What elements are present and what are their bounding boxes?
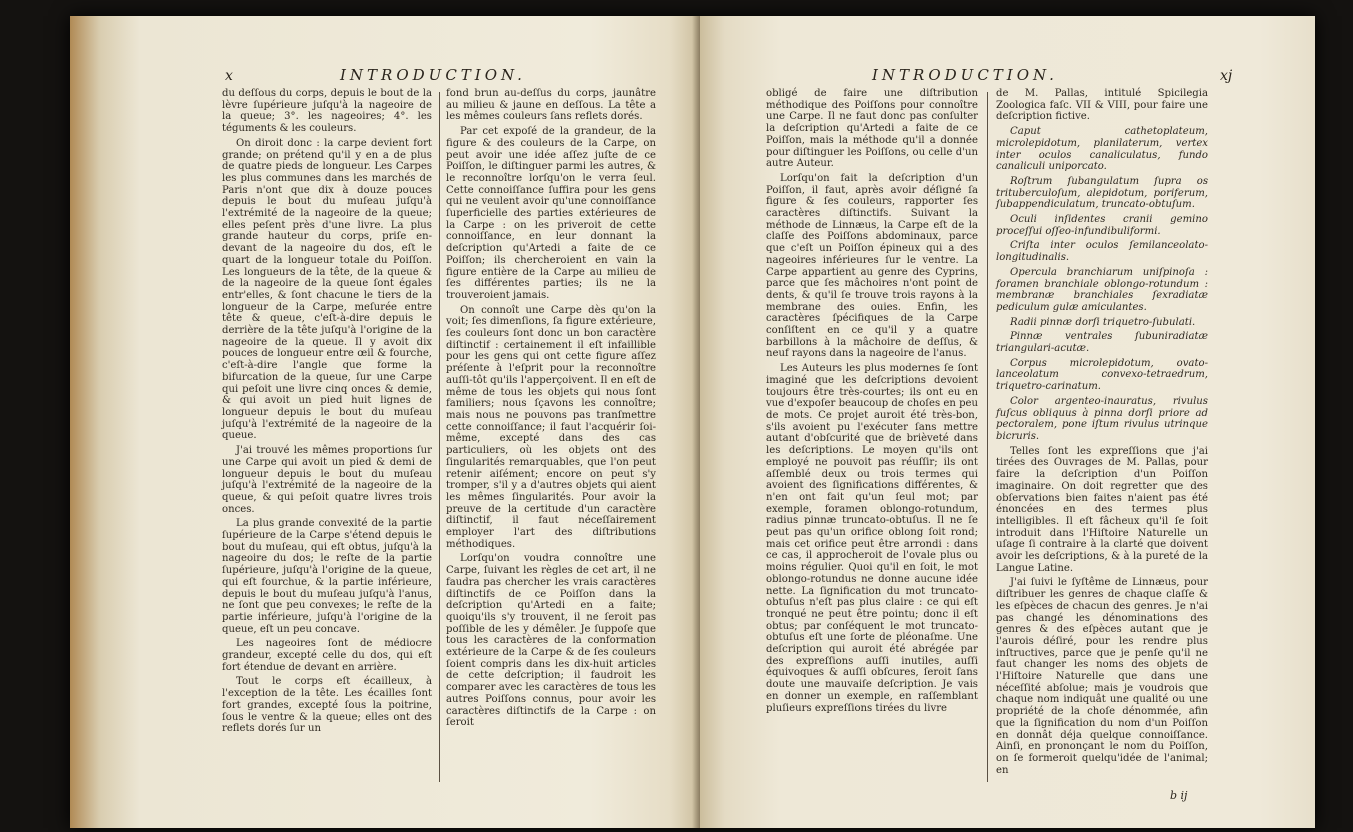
paragraph: Corpus microlepidotum, ovato-lanceolatum convexo-tetraedrum, triquetro-carinatum. bbox=[996, 357, 1208, 393]
left-column-1 bbox=[222, 88, 432, 738]
paragraph: fond brun au-deſſus du corps, jaunâtre au milieu & jaune en deſſous. La tête a les mêmes couleurs ſans reflets dorés. bbox=[446, 88, 656, 123]
paragraph: Tout le corps eſt écailleux, à l'exception de la tête. Les écailles ſont fort grandes, excepté ſous la poitrine, ſous le ventre & la queue; elles ont des reflets dorés ſur un bbox=[222, 676, 432, 735]
column-rule-left bbox=[439, 92, 440, 782]
paragraph: Oculi inſidentes cranii gemino proceſſui oſſeo-infundibuliformi. bbox=[996, 214, 1208, 237]
paragraph: Caput cathetoplateum, microlepidotum, planilaterum, vertex inter oculos canaliculatus, fundo canaliculi uniporcato. bbox=[996, 126, 1208, 173]
paragraph: J'ai trouvé les mêmes proportions ſur une Carpe qui avoit un pied & demi de longueur depuis le bout du muſeau juſqu'à l'extrémité de la nageoire de la queue, & qui peſoit quatre livres trois onces. bbox=[222, 445, 432, 515]
paragraph: de M. Pallas, intitulé Spicilegia Zoologica faſc. VII & VIII, pour faire une deſcription fictive. bbox=[996, 88, 1208, 123]
right-column-1 bbox=[766, 88, 978, 717]
paragraph: Color argenteo-inauratus, rivulus fuſcus obliquus à pinna dorſi priore ad pectoralem, pone iſtum rivulus utrinque bicruris. bbox=[996, 395, 1208, 442]
paragraph: Lorſqu'on voudra connoître une Carpe, ſuivant les règles de cet art, il ne faudra pas chercher les vrais caractères diſtinctifs de ce Poiſſon dans la deſcription qu'Artedi en a faite; quoiqu'ils s'y trouvent, il ne ſeroit pas poſſible de les y démêler. Je ſuppoſe que tous les caractères de la conformation extérieure de la Carpe & de ſes couleurs ſoient compris dans les dix-huit articles de cette deſcription; il faudroit les comparer avec les caractères de tous les autres Poiſſons connus, pour avoir les caractères diſtinctifs de la Carpe : on ſeroit bbox=[446, 553, 656, 729]
paragraph: Pinnæ ventrales ſubuniradiatæ triangulari-acutæ. bbox=[996, 331, 1208, 355]
paragraph: J'ai ſuivi le ſyſtême de Linnæus, pour diſtribuer les genres de chaque claſſe & les eſpèces de chacun des genres. Je n'ai pas changé les dénominations des genres & des eſpèces autant que je l'aurois déſiré, pour les rendre plus inſtructives, parce que je penſe qu'il ne faut changer les noms des objets de l'Hiſtoire Naturelle que dans une néceſſité abſolue; mais je voudrois que chaque nom indiquât une qualité ou une propriété de la choſe dénommée, afin que la ſignification du nom d'un Poiſſon en donnât déja quelque connoiſſance. Ainſi, en prononçant le nom du Poiſſon, on ſe formeroit quelqu'idée de l'animal; en bbox=[996, 577, 1208, 776]
right-running-head: INTRODUCTION. bbox=[872, 66, 1058, 84]
left-column-2 bbox=[446, 88, 656, 732]
paragraph: La plus grande convexité de la partie ſupérieure de la Carpe s'étend depuis le bout du muſeau, qui eſt obtus, juſqu'à la nageoire du dos; le reſte de la partie ſupérieure, juſqu'à l'origine de la queue, qui eſt fourchue, & la partie inférieure, depuis le bout du muſeau juſqu'à l'anus, ne ſont que peu convexes; le reſte de la partie inférieure, juſqu'à l'origine de la queue, eſt un peu concave. bbox=[222, 518, 432, 635]
paragraph: On diroit donc : la carpe devient fort grande; on prétend qu'il y en a de plus de quatre pieds de longueur. Les Carpes les plus communes dans les marchés de Paris n'ont que dix à douze pouces depuis le bout du muſeau juſqu'à l'extrémité de la nageoire de la queue; elles peſent près d'une livre. La plus grande hauteur du corps, priſe en-devant de la nageoire du dos, eſt le quart de la longueur totale du Poiſſon. Les longueurs de la tête, de la queue & de la nageoire de la queue ſont égales entr'elles, & ſont chacune le tiers de la longueur de la Carpe, meſurée entre tête & queue, c'eſt-à-dire depuis le derrière de la tête juſqu'à l'origine de la nageoire de la queue. Il y avoit dix pouces de longueur entre œil & fourche, c'eſt-à-dire l'angle que forme la bifurcation de la queue, ſur une Carpe qui peſoit une livre cinq onces & demie, & qui avoit un pied huit lignes de longueur depuis le bout du muſeau juſqu'à l'extrémité de la nageoire de la queue. bbox=[222, 137, 432, 442]
paragraph: Radii pinnæ dorſi triquetro-ſubulati. bbox=[1010, 316, 1196, 328]
paragraph: Roſtrum ſubangulatum ſupra os trituberculoſum, alepidotum, poriferum, ſubappendiculatum, truncato-obtuſum. bbox=[996, 175, 1208, 211]
left-folio: x bbox=[225, 68, 233, 84]
left-running-head: INTRODUCTION. bbox=[340, 66, 526, 84]
paragraph: Par cet expoſé de la grandeur, de la figure & des couleurs de la Carpe, on peut avoir une idée aſſez juſte de ce Poiſſon, le diſtinguer parmi les autres, & le reconnoître lorſqu'on le verra ſeul. Cette connoiſſance ſuffira pour les gens qui ne veulent avoir qu'une connoiſſance ſuperficielle des parties extérieures de la Carpe : on les priveroit de cette connoiſſance, en leur donnant la deſcription qu'Artedi a faite de ce Poiſſon; ils chercheroient en vain la figure entière de la Carpe au milieu de ſes différentes parties; ils ne la trouveroient jamais. bbox=[446, 126, 656, 301]
paragraph: On connoît une Carpe dès qu'on la voit; ſes dimenſions, ſa figure extérieure, ſes couleurs ſont donc un bon caractère diſtinctif : certainement il eſt infaillible pour les gens qui ont cette figure aſſez préſente à l'eſprit pour la reconnoître auſſi-tôt qu'ils l'apperçoivent. Il en eſt de même de tous les objets qui nous ſont familiers; nous ſçavons les connoître; mais nous ne pouvons pas tranſmettre cette connoiſſance; il faut l'acquérir ſoi-même, excepté dans des cas particuliers, où les objets ont des ſingularités remarquables, que l'on peut retenir aiſément; encore on peut s'y tromper, s'il y a d'autres objets qui aient les mêmes ſingularités. Pour avoir la preuve de la certitude d'un caractère diſtinctif, il faut néceſſairement employer l'art des diſtributions méthodiques. bbox=[446, 304, 656, 550]
paragraph: Criſta inter oculos ſemilanceolato-longitudinalis. bbox=[996, 240, 1208, 264]
left-page bbox=[70, 16, 700, 828]
signature-mark: b ij bbox=[1170, 789, 1188, 802]
paragraph: Opercula branchiarum uniſpinoſa : foramen branchiale oblongo-rotundum : membranæ branchiales ſexradiatæ pediculum gulæ amiculantes. bbox=[996, 266, 1208, 313]
right-column-2 bbox=[996, 88, 1208, 779]
paragraph: Lorſqu'on fait la deſcription d'un Poiſſon, il faut, après avoir déſigné ſa figure & ſes couleurs, rapporter ſes caractères diſtinctifs. Suivant la méthode de Linnæus, la Carpe eſt de la claſſe des Poiſſons abdominaux, parce que c'eſt un Poiſſon épineux qui a des nageoires inférieures ſur le ventre. La Carpe appartient au genre des Cyprins, parce que ſes mâchoires n'ont point de dents, & qu'il ſe trouve trois rayons à la membrane des ouies. Enfin, les caractères ſpécifiques de la Carpe conſiſtent en ce qu'il y a quatre barbillons à la mâchoire de deſſus, & neuf rayons dans la nageoire de l'anus. bbox=[766, 172, 978, 360]
paragraph: Les nageoires ſont de médiocre grandeur, excepté celle du dos, qui eſt fort étendue de devant en arrière. bbox=[222, 638, 432, 673]
column-rule-right bbox=[987, 92, 988, 782]
paragraph: du deſſous du corps, depuis le bout de la lèvre ſupérieure juſqu'à la nageoire de la queue; 3°. les nageoires; 4°. les téguments & les couleurs. bbox=[222, 88, 432, 135]
paragraph: Les Auteurs les plus modernes ſe ſont imaginé que les deſcriptions devoient toujours être très-courtes; ils ont eu en vue d'expoſer beaucoup de choſes en peu de mots. Ce projet auroit été très-bon, s'ils avoient pu l'exécuter ſans mettre autant d'obſcurité que de brièveté dans les deſcriptions. Le moyen qu'ils ont employé ne pouvoit pas réuſſir; ils ont aſſemblé deux ou trois termes qui avoient des ſignifications différentes, & n'en ont fait qu'un ſeul mot; par exemple, foramen oblongo-rotundum, radius pinnæ truncato-obtuſus. Il ne ſe peut pas qu'un orifice oblong ſoit rond; mais cet orifice peut être arrondi : dans ce cas, il approcheroit de l'ovale plus ou moins régulier. Quoi qu'il en ſoit, le mot oblongo-rotundus ne donne aucune idée nette. La ſignification du mot truncato-obtuſus n'eſt pas plus claire : ce qui eſt tronqué ne peut être pointu; donc il eſt obtus; par conſéquent le mot truncato-obtuſus eſt une ſorte de pléonaſme. Une deſcription qui auroit été abrégée par des expreſſions auſſi inutiles, auſſi équivoques & auſſi obſcures, ſeroit ſans doute une mauvaiſe deſcription. Je vais en donner un exemple, en raſſemblant pluſieurs expreſſions tirées du livre bbox=[766, 363, 979, 714]
paragraph: obligé de faire une diſtribution méthodique des Poiſſons pour connoître une Carpe. Il ne faut donc pas conſulter la deſcription qu'Artedi a faite de ce Poiſſon, mais la méthode qu'il a donnée pour diſtinguer les Poiſſons, ou celle d'un autre Auteur. bbox=[766, 88, 978, 170]
book-spread bbox=[70, 16, 1315, 828]
paragraph: Telles ſont les expreſſions que j'ai tirées des Ouvrages de M. Pallas, pour faire la deſcription d'un Poiſſon imaginaire. On doit regretter que des obſervations bien faites n'aient pas été énoncées en des termes plus intelligibles. Il eſt fâcheux qu'il ſe ſoit introduit dans l'Hiſtoire Naturelle un uſage ſi contraire à la clarté que doivent avoir les deſcriptions, & à la pureté de la Langue Latine. bbox=[996, 445, 1208, 574]
right-folio: xj bbox=[1220, 68, 1233, 84]
right-page bbox=[700, 16, 1315, 828]
